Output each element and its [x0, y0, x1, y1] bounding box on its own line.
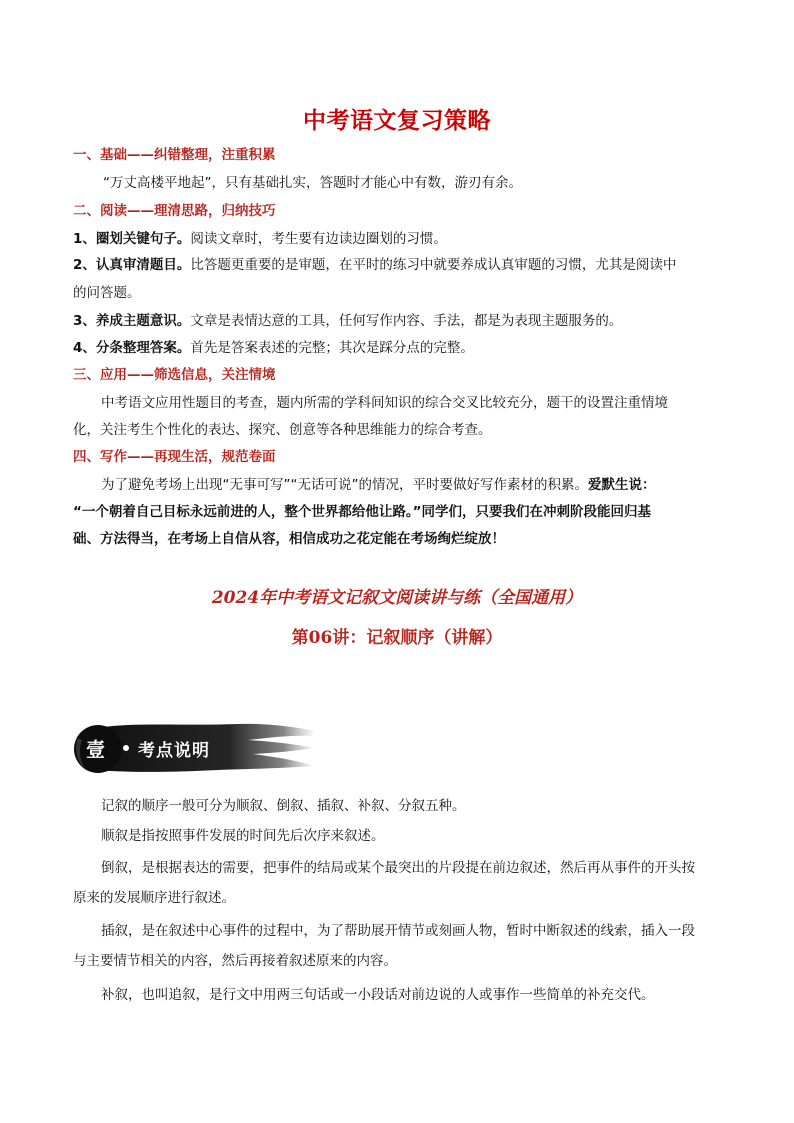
content-paragraph-4-line-1: 插叙，是在叙述中心事件的过程中，为了帮助展开情节或刻画人物，暂时中断叙述的线索，插入一段: [101, 923, 695, 939]
course-title: 2024年中考语文记叙文阅读讲与练（全国通用）: [211, 588, 583, 608]
section-3-heading: 三、应用——筛选信息，关注情境: [73, 367, 276, 383]
reading-tip-4-text: 首先是答案表述的完整；其次是踩分点的完整。: [190, 340, 474, 356]
section-4-line-3: 础、方法得当，在考场上自信从容，相信成功之花定能在考场绚烂绽放！: [73, 531, 505, 547]
content-paragraph-5: 补叙，也叫追叙，是行文中用两三句话或一小段话对前边说的人或事作一些简单的补充交代。: [101, 987, 655, 1003]
reading-tip-2-head: 2、认真审清题目。: [73, 257, 191, 273]
reading-tip-3-head: 3、养成主题意识。: [73, 313, 191, 329]
section-2-heading: 二、阅读——理清思路，归纳技巧: [73, 203, 276, 219]
content-paragraph-4-line-2: 与主要情节相关的内容，然后再接着叙述原来的内容。: [73, 953, 397, 969]
reading-tip-1: [73, 227, 447, 247]
section-banner-label: 考点说明: [138, 741, 210, 761]
content-paragraph-1: 记叙的顺序一般可分为顺叙、倒叙、插叙、补叙、分叙五种。: [101, 798, 466, 814]
reading-tip-4: [73, 336, 474, 356]
content-paragraph-3-line-2: 原来的发展顺序进行叙述。: [73, 890, 235, 906]
section-1-heading: 一、基础——纠错整理，注重积累: [73, 147, 276, 163]
section-4-line-1: [101, 473, 655, 493]
section-number-badge: 壹: [86, 739, 106, 761]
reading-tip-2-continued: 的问答题。: [73, 285, 141, 301]
section-3-line-2: 化，关注考生个性化的表达、探究、创意等各种思维能力的综合考查。: [73, 422, 492, 438]
reading-tip-1-head: 1、圈划关键句子。: [73, 231, 191, 247]
section-1-body: “万丈高楼平地起”，只有基础扎实，答题时才能心中有数，游刃有余。: [103, 175, 522, 191]
reading-tip-2: [73, 253, 676, 273]
reading-tip-3-text: 文章是表情达意的工具，任何写作内容、手法，都是为表现主题服务的。: [190, 313, 623, 329]
reading-tip-2-text: 比答题更重要的是审题，在平时的练习中就要养成认真审题的习惯，尤其是阅读中: [190, 257, 677, 273]
reading-tip-1-text: 阅读文章时，考生要有边读边圈划的习惯。: [190, 231, 447, 247]
section-4-line-1-bold: 爱默生说：: [587, 477, 656, 493]
content-paragraph-2: 顺叙是指按照事件发展的时间先后次序来叙述。: [101, 828, 385, 844]
lesson-title: 第06讲：记叙顺序（讲解）: [291, 628, 503, 648]
section-3-line-1: 中考语文应用性题目的考查，题内所需的学科间知识的综合交叉比较充分，题干的设置注重情境: [101, 395, 668, 411]
reading-tip-3: [73, 309, 622, 329]
content-paragraph-3-line-1: 倒叙，是根据表达的需要，把事件的结局或某个最突出的片段提在前边叙述，然后再从事件的开头按: [101, 860, 695, 876]
section-4-heading: 四、写作——再现生活，规范卷面: [73, 449, 276, 465]
page-title: 中考语文复习策略: [303, 108, 491, 134]
reading-tip-4-head: 4、分条整理答案。: [73, 340, 191, 356]
section-4-line-1-normal: 为了避免考场上出现“无事可写”“无话可说”的情况，平时要做好写作素材的积累。: [101, 477, 588, 493]
section-4-line-2: “一个朝着自己目标永远前进的人，整个世界都给他让路。”同学们，只要我们在冲刺阶段能回归基: [73, 504, 651, 520]
